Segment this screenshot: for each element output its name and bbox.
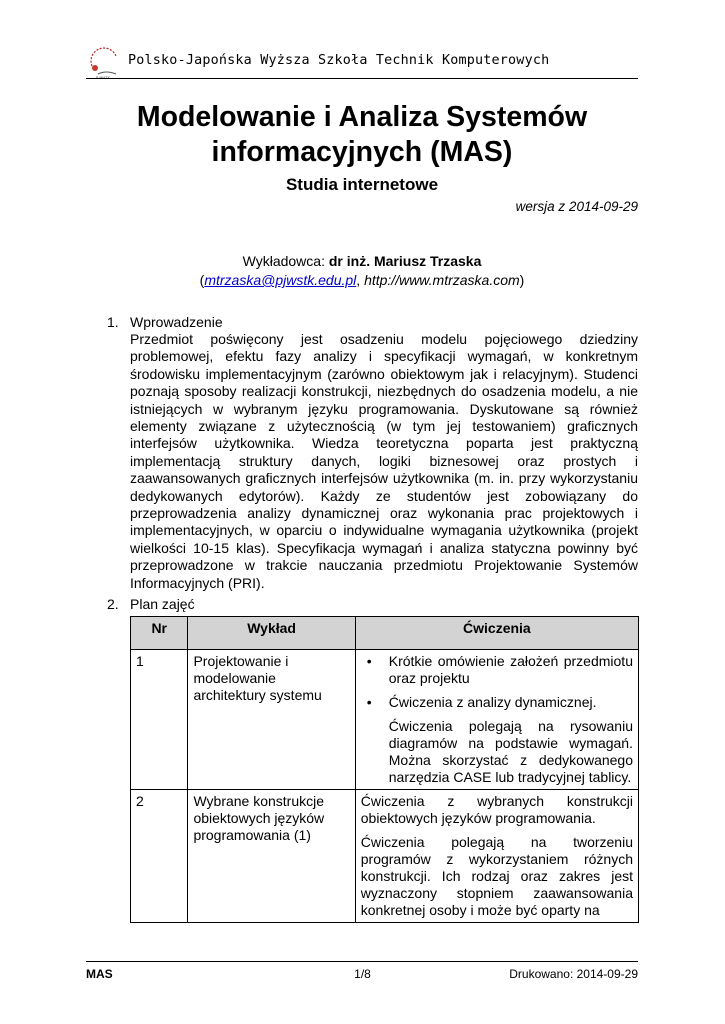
list-item [361,653,633,687]
title-line-2: informacyjnych (MAS) [211,136,513,168]
row-lecture: Projektowanie i modelowanie architektury systemu [188,650,355,790]
header-divider [86,78,638,79]
bullet-text: Krótkie omówienie założeń przedmiotu oraz projektu [388,653,633,686]
lecturer-label: Wykładowca: [242,253,329,269]
introduction-paragraph: Przedmiot poświęcony jest osadzeniu modelu pojęciowego dziedziny problemowej, efektu fazy analizy i specyfikacji wymagań, w konkretnym środowisku implementacyjnym (zarówno obiektowym jak i relacyjnym). Studenci poznają sposoby realizacji konstrukcji, niezbędnych do osadzenia modelu, a nie istniejących w wybranym języku programowania. Dyskutowane są również elementy związane z użytecznością (w tym jej testowaniem) graficznych interfejsów użytkownika. Wiedza teoretyczna poparta jest praktyczną implementacją struktury danych, logiki biznesowej oraz prostych i zaawansowanych graficznych interfejsów użytkownika (m. in. przy wykorzystaniu dedykowanych edytorów). Każdy ze studentów jest zobowiązany do przeprowadzenia analizy dynamicznej oraz wykonania prac projektowych i implementacyjnych, w oparciu o indywidualne wymagania użytkownika (projekt wielkości 10-15 klas). Specyfikacja wymagań i analiza statyczna powinny być przeprowadzone w trakcie nauczania przedmiotu Projektowanie Systemów Informacyjnych (PRI). [130,331,638,591]
lecturer-email-link[interactable]: mtrzaska@pjwstk.edu.pl [204,272,357,288]
row-exercises [355,650,638,790]
page-header [86,44,638,72]
bullet-icon: • [366,694,372,710]
footer-page-number: 1/8 [354,967,371,981]
close-paren: ) [519,272,525,288]
row-number: 2 [131,790,188,923]
institution-name: Polsko-Japońska Wyższa Szkoła Technik Komputerowych [128,53,550,68]
row-lecture: Wybrane konstrukcje obiektowych języków programowania (1) [188,790,355,923]
list-item [361,694,633,711]
row-number: 1 [131,650,188,790]
lecturer-name: dr inż. Mariusz Trzaska [328,253,482,269]
column-header-lecture: Wykład [188,617,355,650]
title-line-1: Modelowanie i Analiza Systemów [136,101,588,133]
bullet-text: Ćwiczenia z analizy dynamicznej. [388,694,597,710]
footer-course-code: MAS [86,967,113,981]
row-exercises [355,790,638,923]
bullet-detail: Ćwiczenia polegają na rysowaniu diagramów na podstawie wymagań. Można skorzystać z dedykowanego narzędzia CASE lub tradycyjnej tablicy. [388,718,633,785]
section-heading-plan [107,596,195,612]
lecturer-website: http://www.mtrzaska.com [364,272,520,288]
section-heading-introduction [107,314,223,330]
contact-separator: , [356,272,365,288]
table-header-row [131,617,639,650]
exercise-text: Ćwiczenia z wybranych konstrukcji obiektowych języków programowania. [360,793,633,826]
course-plan-table [130,616,639,923]
document-title [86,100,638,170]
section-number: 1. [107,314,119,330]
footer-divider [86,961,638,962]
lecturer-info [86,252,638,290]
column-header-exercises: Ćwiczenia [355,617,638,650]
section-title: Wprowadzenie [130,314,223,330]
table-row [131,650,639,790]
pjwstk-logo-icon [86,44,124,82]
table-row [131,790,639,923]
document-subtitle: Studia internetowe [285,175,439,194]
section-number: 2. [107,596,119,612]
open-paren: ( [199,272,205,288]
exercise-text: Ćwiczenia polegają na tworzeniu programów z wykorzystaniem różnych konstrukcji. Ich rodzaj oraz zakres jest wyznaczony stopniem zaawansowania konkretnej osoby i może być oparty na [360,834,633,918]
footer-print-date: Drukowano: 2014-09-29 [509,967,638,981]
section-title: Plan zajęć [130,596,195,612]
version-date: wersja z 2014-09-29 [515,199,638,214]
bullet-icon: • [366,653,372,669]
column-header-nr: Nr [131,617,188,650]
